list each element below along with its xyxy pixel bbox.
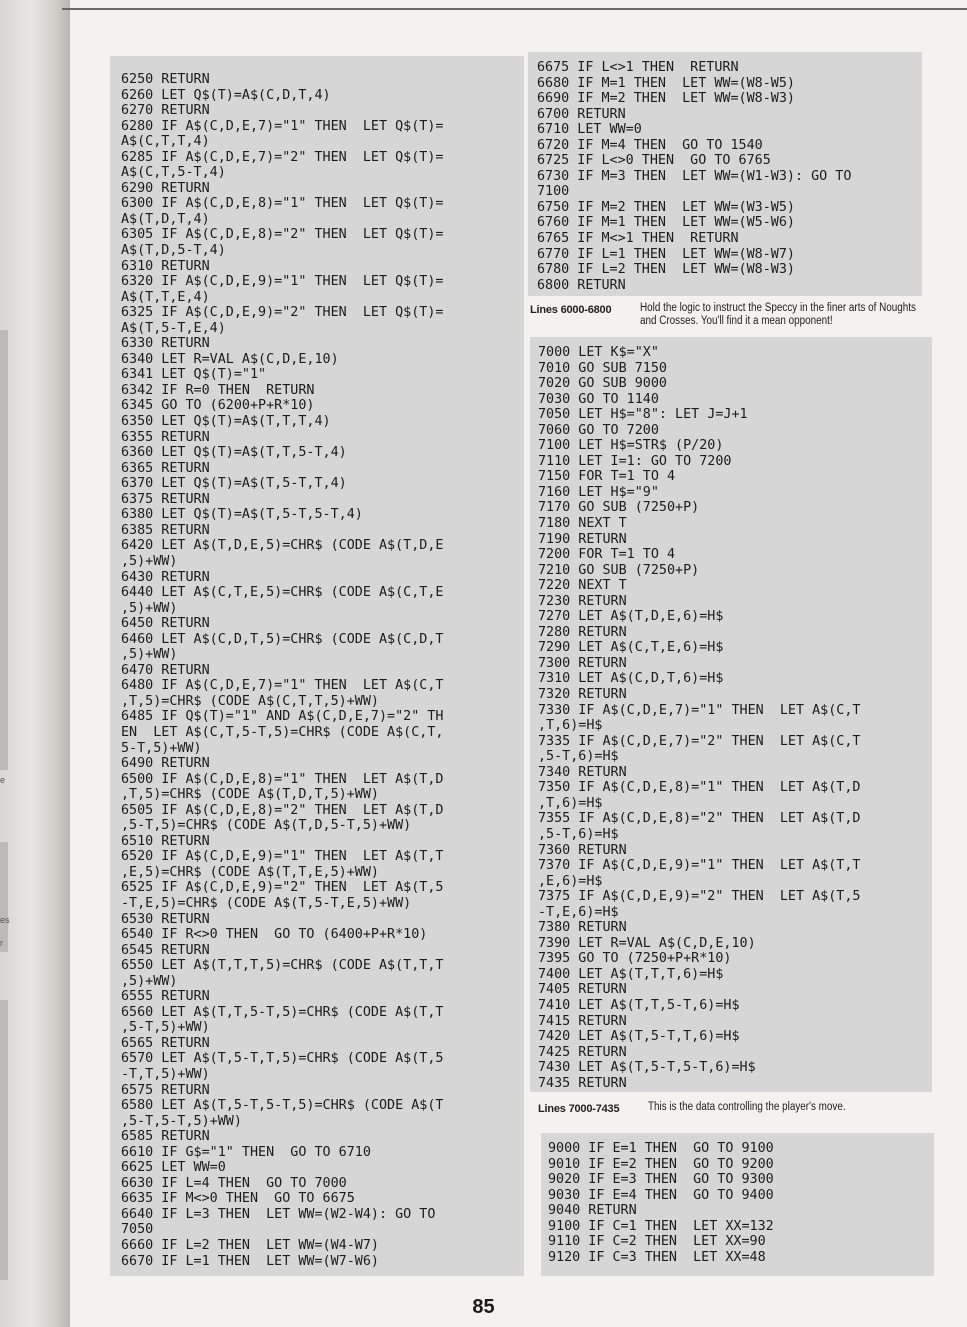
- code-line: A$(C,T,5-T,4): [121, 165, 226, 181]
- code-line: 9000 IF E=1 THEN GO TO 9100: [548, 1141, 774, 1156]
- code-line: 6440 LET A$(C,T,E,5)=CHR$ (CODE A$(C,T,E: [121, 585, 444, 601]
- code-line: 7375 IF A$(C,D,E,9)="2" THEN LET A$(T,5: [538, 889, 861, 905]
- code-line: 6550 LET A$(T,T,T,5)=CHR$ (CODE A$(T,T,T: [121, 958, 444, 974]
- code-line: 6490 RETURN: [121, 756, 210, 772]
- code-line: 7360 RETURN: [538, 842, 627, 858]
- code-line: 6540 IF R<>0 THEN GO TO (6400+P+R*10): [121, 927, 428, 943]
- code-line: 7150 FOR T=1 TO 4: [538, 469, 676, 485]
- spine-panel: [0, 1000, 8, 1280]
- code-line: 7430 LET A$(T,5-T,5-T,6)=H$: [538, 1060, 756, 1076]
- code-line: ,T,5)=CHR$ (CODE A$(C,T,T,5)+WW): [121, 693, 379, 709]
- code-line: 7435 RETURN: [538, 1075, 627, 1091]
- code-line: 6375 RETURN: [121, 491, 210, 507]
- code-line: ,E,5)=CHR$ (CODE A$(T,T,E,5)+WW): [121, 864, 379, 880]
- code-line: 6525 IF A$(C,D,E,9)="2" THEN LET A$(T,5: [121, 880, 444, 896]
- code-line: 6700 RETURN: [537, 106, 626, 122]
- code-line: 6450 RETURN: [121, 616, 210, 632]
- code-line: 6385 RETURN: [121, 522, 210, 538]
- caption-text: This is the data controlling the player's move.: [648, 1101, 846, 1113]
- code-line: 6345 GO TO (6200+P+R*10): [121, 398, 315, 414]
- code-line: 6765 IF M<>1 THEN RETURN: [537, 231, 739, 247]
- code-line: 6270 RETURN: [121, 103, 210, 119]
- spine-panel: [0, 842, 8, 952]
- code-line: 6555 RETURN: [121, 989, 210, 1005]
- code-line: 6730 IF M=3 THEN LET WW=(W1-W3): GO TO: [537, 168, 852, 184]
- page-spine: [0, 0, 70, 1327]
- code-line: 7350 IF A$(C,D,E,8)="1" THEN LET A$(T,D: [538, 780, 861, 796]
- code-line: ,5-T,6)=H$: [538, 826, 619, 842]
- code-line: 7050: [121, 1222, 154, 1238]
- code-line: 7210 GO SUB (7250+P): [538, 562, 700, 578]
- caption-label: Lines 6000-6800: [530, 304, 612, 316]
- code-line: 7310 LET A$(C,D,T,6)=H$: [538, 671, 724, 687]
- page-number: 85: [472, 1296, 495, 1318]
- code-line: 7270 LET A$(T,D,E,6)=H$: [538, 609, 724, 625]
- code-line: 6325 IF A$(C,D,E,9)="2" THEN LET Q$(T)=: [121, 305, 444, 321]
- code-line: 6635 IF M<>0 THEN GO TO 6675: [121, 1191, 355, 1207]
- code-line: 6800 RETURN: [537, 277, 626, 293]
- code-line: 9120 IF C=3 THEN LET XX=48: [548, 1249, 766, 1265]
- code-line: -T,E,6)=H$: [538, 904, 619, 920]
- code-line: A$(T,D,T,4): [121, 211, 210, 227]
- spine-text-fragment: r: [0, 938, 3, 948]
- code-line: 7400 LET A$(T,T,T,6)=H$: [538, 966, 724, 982]
- code-line: 6340 LET R=VAL A$(C,D,E,10): [121, 351, 339, 367]
- code-line: 6510 RETURN: [121, 833, 210, 849]
- code-line: 6520 IF A$(C,D,E,9)="1" THEN LET A$(T,T: [121, 849, 444, 865]
- code-line: 7320 RETURN: [538, 687, 627, 703]
- code-listing-6250-6670: [110, 56, 524, 1276]
- code-line: 7380 RETURN: [538, 920, 627, 936]
- code-line: A$(T,D,5-T,4): [121, 243, 226, 259]
- code-line: ,5)+WW): [121, 973, 178, 989]
- code-line: ,T,6)=H$: [538, 795, 603, 811]
- code-line: 6330 RETURN: [121, 336, 210, 352]
- code-line: -T,E,5)=CHR$ (CODE A$(T,5-T,E,5)+WW): [121, 895, 412, 911]
- code-line: 6305 IF A$(C,D,E,8)="2" THEN LET Q$(T)=: [121, 227, 444, 243]
- code-line: 6420 LET A$(T,D,E,5)=CHR$ (CODE A$(T,D,E: [121, 538, 444, 554]
- code-line: 7170 GO SUB (7250+P): [538, 500, 700, 516]
- caption-lines-7000-7435: [538, 1100, 918, 1120]
- code-line: 6530 RETURN: [121, 911, 210, 927]
- code-line: 6290 RETURN: [121, 180, 210, 196]
- code-line: 6560 LET A$(T,T,5-T,5)=CHR$ (CODE A$(T,T: [121, 1004, 444, 1020]
- code-line: 6342 IF R=0 THEN RETURN: [121, 382, 315, 398]
- code-line: 6485 IF Q$(T)="1" AND A$(C,D,E,7)="2" TH: [121, 709, 444, 725]
- code-line: 6365 RETURN: [121, 460, 210, 476]
- code-listing-9000-9120: [541, 1133, 934, 1276]
- code-line: 7395 GO TO (7250+P+R*10): [538, 951, 732, 967]
- code-line: 7335 IF A$(C,D,E,7)="2" THEN LET A$(C,T: [538, 733, 861, 749]
- code-line: 6545 RETURN: [121, 942, 210, 958]
- code-line: 7000 LET K$="X": [538, 345, 659, 360]
- code-line: 6310 RETURN: [121, 258, 210, 274]
- code-line: 6505 IF A$(C,D,E,8)="2" THEN LET A$(T,D: [121, 802, 444, 818]
- code-line: ,5-T,5)=CHR$ (CODE A$(T,D,5-T,5)+WW): [121, 818, 412, 834]
- code-line: 9110 IF C=2 THEN LET XX=90: [548, 1234, 766, 1250]
- code-line: 6250 RETURN: [121, 72, 210, 87]
- code-line: ,T,6)=H$: [538, 718, 603, 734]
- code-line: 7415 RETURN: [538, 1013, 627, 1029]
- caption-text: Hold the logic to instruct the Speccy in the finer arts of Noughts and Crosses. You'll find it a mean opponent!: [640, 302, 916, 327]
- code-line: 7355 IF A$(C,D,E,8)="2" THEN LET A$(T,D: [538, 811, 861, 827]
- code-line: 6300 IF A$(C,D,E,8)="1" THEN LET Q$(T)=: [121, 196, 444, 212]
- code-line: 7300 RETURN: [538, 655, 627, 671]
- code-line: 9010 IF E=2 THEN GO TO 9200: [548, 1156, 774, 1172]
- code-line: 6380 LET Q$(T)=A$(T,5-T,5-T,4): [121, 507, 363, 523]
- code-line: 6625 LET WW=0: [121, 1160, 226, 1176]
- code-line: 6610 IF G$="1" THEN GO TO 6710: [121, 1144, 371, 1160]
- code-line: 6680 IF M=1 THEN LET WW=(W8-W5): [537, 75, 795, 91]
- code-listing-7000-7435: [530, 337, 932, 1092]
- code-line: ,5)+WW): [121, 647, 178, 663]
- code-line: 6675 IF L<>1 THEN RETURN: [537, 60, 739, 75]
- code-line: 7420 LET A$(T,5-T,T,6)=H$: [538, 1029, 740, 1045]
- code-line: 9020 IF E=3 THEN GO TO 9300: [548, 1172, 774, 1188]
- code-line: 7200 FOR T=1 TO 4: [538, 547, 676, 563]
- code-line: 6585 RETURN: [121, 1129, 210, 1145]
- code-line: 6690 IF M=2 THEN LET WW=(W8-W3): [537, 91, 795, 107]
- code-line: ,5-T,5-T,5)+WW): [121, 1113, 242, 1129]
- caption-label: Lines 7000-7435: [538, 1103, 620, 1115]
- code-line: 7290 LET A$(C,T,E,6)=H$: [538, 640, 724, 656]
- code-line: 7425 RETURN: [538, 1044, 627, 1060]
- code-line: 6341 LET Q$(T)="1": [121, 367, 267, 383]
- code-line: 7180 NEXT T: [538, 516, 627, 532]
- code-line: ,5-T,6)=H$: [538, 749, 619, 765]
- top-rule: [62, 8, 967, 10]
- code-line: 7405 RETURN: [538, 982, 627, 998]
- code-line: 7230 RETURN: [538, 593, 627, 609]
- code-line: 6780 IF L=2 THEN LET WW=(W8-W3): [537, 262, 795, 278]
- code-line: 6480 IF A$(C,D,E,7)="1" THEN LET A$(C,T: [121, 678, 444, 694]
- code-line: 7340 RETURN: [538, 764, 627, 780]
- code-line: EN LET A$(C,T,5-T,5)=CHR$ (CODE A$(C,T,: [121, 724, 444, 740]
- code-line: 6660 IF L=2 THEN LET WW=(W4-W7): [121, 1238, 379, 1254]
- code-line: 6750 IF M=2 THEN LET WW=(W3-W5): [537, 199, 795, 215]
- code-line: 6640 IF L=3 THEN LET WW=(W2-W4): GO TO: [121, 1206, 436, 1222]
- spine-text-fragment: e: [0, 775, 6, 785]
- code-line: 6670 IF L=1 THEN LET WW=(W7-W6): [121, 1253, 379, 1269]
- code-line: 6260 LET Q$(T)=A$(C,D,T,4): [121, 87, 331, 103]
- code-line: 9030 IF E=4 THEN GO TO 9400: [548, 1187, 774, 1203]
- code-line: 6570 LET A$(T,5-T,T,5)=CHR$ (CODE A$(T,5: [121, 1051, 444, 1067]
- code-line: 7110 LET I=1: GO TO 7200: [538, 453, 732, 469]
- code-line: 6725 IF L<>0 THEN GO TO 6765: [537, 153, 771, 169]
- code-line: 7060 GO TO 7200: [538, 422, 659, 438]
- code-line: ,5-T,5)+WW): [121, 1020, 210, 1036]
- code-line: 7100 LET H$=STR$ (P/20): [538, 438, 724, 454]
- code-line: 6710 LET WW=0: [537, 122, 642, 138]
- code-line: 7220 NEXT T: [538, 578, 627, 594]
- code-line: 9100 IF C=1 THEN LET XX=132: [548, 1218, 774, 1234]
- spine-text-fragment: es: [0, 915, 10, 925]
- code-line: 7050 LET H$="8": LET J=J+1: [538, 407, 748, 423]
- code-line: 7390 LET R=VAL A$(C,D,E,10): [538, 935, 756, 951]
- code-line: 7280 RETURN: [538, 624, 627, 640]
- code-line: 7410 LET A$(T,T,5-T,6)=H$: [538, 997, 740, 1013]
- code-line: ,T,5)=CHR$ (CODE A$(T,D,T,5)+WW): [121, 787, 379, 803]
- code-line: 6350 LET Q$(T)=A$(T,T,T,4): [121, 414, 331, 430]
- code-line: 6460 LET A$(C,D,T,5)=CHR$ (CODE A$(C,D,T: [121, 631, 444, 647]
- code-line: 6285 IF A$(C,D,E,7)="2" THEN LET Q$(T)=: [121, 149, 444, 165]
- code-line: 6370 LET Q$(T)=A$(T,5-T,T,4): [121, 476, 347, 492]
- code-line: 7190 RETURN: [538, 531, 627, 547]
- code-line: 6760 IF M=1 THEN LET WW=(W5-W6): [537, 215, 795, 231]
- code-line: 9040 RETURN: [548, 1203, 637, 1219]
- code-line: 6470 RETURN: [121, 662, 210, 678]
- code-line: A$(T,5-T,E,4): [121, 320, 226, 336]
- code-line: 7330 IF A$(C,D,E,7)="1" THEN LET A$(C,T: [538, 702, 861, 718]
- code-line: 6720 IF M=4 THEN GO TO 1540: [537, 137, 763, 153]
- code-line: ,E,6)=H$: [538, 873, 603, 889]
- code-line: 6430 RETURN: [121, 569, 210, 585]
- spine-panel: [0, 330, 8, 770]
- code-listing-6675-6800: [528, 52, 922, 296]
- code-line: 6360 LET Q$(T)=A$(T,T,5-T,4): [121, 445, 347, 461]
- code-line: 6580 LET A$(T,5-T,5-T,5)=CHR$ (CODE A$(T: [121, 1098, 444, 1114]
- code-line: 6565 RETURN: [121, 1035, 210, 1051]
- code-line: 6630 IF L=4 THEN GO TO 7000: [121, 1175, 347, 1191]
- code-line: 7100: [537, 184, 570, 200]
- code-line: 6500 IF A$(C,D,E,8)="1" THEN LET A$(T,D: [121, 771, 444, 787]
- code-line: 7370 IF A$(C,D,E,9)="1" THEN LET A$(T,T: [538, 858, 861, 874]
- code-line: 6770 IF L=1 THEN LET WW=(W8-W7): [537, 246, 795, 262]
- code-line: 6355 RETURN: [121, 429, 210, 445]
- code-line: 7030 GO TO 1140: [538, 391, 659, 407]
- code-line: ,5)+WW): [121, 553, 178, 569]
- caption-lines-6000-6800: [530, 302, 916, 332]
- code-line: 6320 IF A$(C,D,E,9)="1" THEN LET Q$(T)=: [121, 274, 444, 290]
- code-line: A$(C,T,T,4): [121, 134, 210, 150]
- code-line: 6575 RETURN: [121, 1082, 210, 1098]
- code-line: A$(T,T,E,4): [121, 289, 210, 305]
- code-line: 7160 LET H$="9": [538, 484, 659, 500]
- code-line: ,5)+WW): [121, 600, 178, 616]
- code-line: 6280 IF A$(C,D,E,7)="1" THEN LET Q$(T)=: [121, 118, 444, 134]
- code-line: -T,T,5)+WW): [121, 1067, 210, 1082]
- code-line: 7010 GO SUB 7150: [538, 360, 667, 376]
- code-line: 5-T,5)+WW): [121, 740, 202, 756]
- code-line: 7020 GO SUB 9000: [538, 376, 667, 392]
